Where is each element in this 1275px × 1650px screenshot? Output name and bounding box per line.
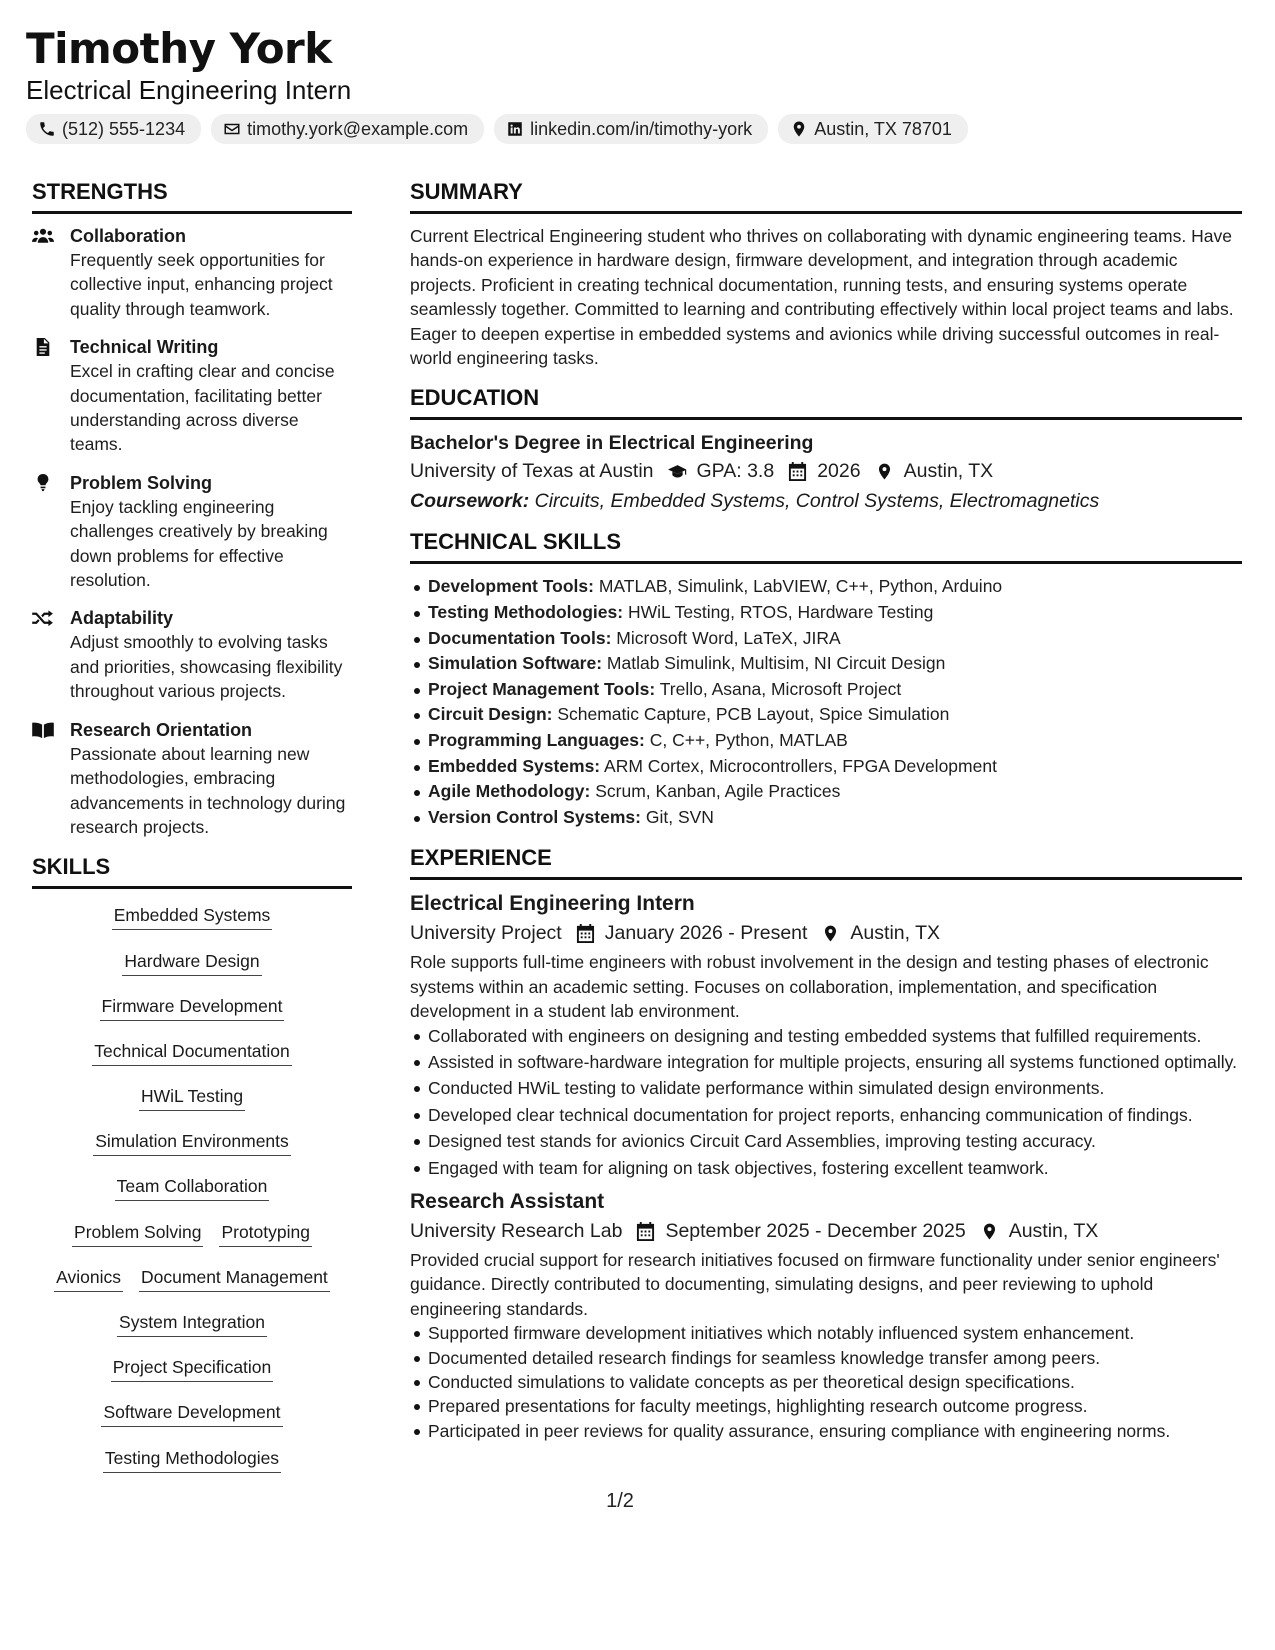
list-item [410,677,1242,703]
skill-tag: Embedded Systems [112,899,273,930]
strength-title: Research Orientation [70,719,253,740]
map-pin-icon [875,462,894,481]
strength-title: Adaptability [70,608,174,629]
contact-bar [26,114,1246,144]
calendar-icon [576,924,595,943]
list-item [410,779,1242,805]
lightbulb-icon [32,474,54,492]
education-coursework [410,486,1242,516]
list-item: Collaborated with engineers on designing and testing embedded systems that fulfilled requirements. [410,1024,1242,1048]
tech-skill-label: Version Control Systems: [428,806,641,827]
job-meta [410,918,1242,948]
tech-skill-value: Schematic Capture, PCB Layout, Spice Simulation [557,704,950,725]
job-title: Electrical Engineering Intern [410,892,695,916]
tech-skill-label: Project Management Tools: [428,678,656,699]
list-item: Designed test stands for avionics Circuit Card Assemblies, improving testing accuracy. [410,1129,1242,1153]
tech-skill-value: Trello, Asana, Microsoft Project [659,678,902,699]
calendar-icon [788,462,807,481]
tech-skill-label: Embedded Systems: [428,755,601,776]
strength-title: Collaboration [70,226,186,246]
right-column [410,178,1242,1443]
job-bullets [410,1321,1242,1443]
education-location: Austin, TX [903,460,994,483]
skill-tag: Hardware Design [122,945,261,976]
technical-skills-heading: TECHNICAL SKILLS [410,528,1242,564]
skill-tag: Problem Solving [72,1216,203,1247]
skill-tag: Software Development [101,1396,282,1427]
list-item [410,626,1242,652]
list-item: Conducted HWiL testing to validate performance within simulated design environments. [410,1076,1242,1100]
education-degree: Bachelor's Degree in Electrical Engineering [410,432,814,455]
job-location: Austin, TX [1008,1220,1099,1243]
candidate-name: Timothy York [26,24,332,73]
education-year: 2026 [817,460,861,483]
resume-header [26,22,1246,144]
skill-tag: Firmware Development [100,990,285,1021]
tech-skill-value: ARM Cortex, Microcontrollers, FPGA Development [604,755,997,776]
tech-skill-value: Scrum, Kanban, Agile Practices [595,781,841,802]
skill-tag: Team Collaboration [115,1170,270,1201]
skill-tag: HWiL Testing [139,1080,245,1111]
skills-list [32,899,352,1486]
contact-phone-text: (512) 555-1234 [62,118,186,139]
strengths-heading: STRENGTHS [32,178,352,214]
experience-entry [410,890,1242,1180]
list-item [410,805,1242,831]
education-school: University of Texas at Austin [410,460,654,483]
tech-skill-value: Matlab Simulink, Multisim, NI Circuit Design [606,653,946,674]
strength-desc: Excel in crafting clear and concise documentation, facilitating better understanding across diverse teams. [70,361,335,455]
education-heading: EDUCATION [410,384,1242,420]
experience-entry [410,1188,1242,1443]
contact-linkedin[interactable] [494,114,768,144]
experience-heading: EXPERIENCE [410,844,1242,880]
list-item: Assisted in software-hardware integration for multiple projects, ensuring all systems functioned optimally. [410,1050,1242,1074]
list-item [410,574,1242,600]
tech-skill-value: MATLAB, Simulink, LabVIEW, C++, Python, Arduino [598,576,1003,597]
job-dates: January 2026 - Present [604,922,808,945]
tech-skill-label: Programming Languages: [428,730,645,750]
contact-email[interactable] [211,114,484,144]
contact-location-text: Austin, TX 78701 [814,118,952,139]
list-item [410,728,1242,754]
contact-linkedin-text: linkedin.com/in/timothy-york [530,118,753,139]
coursework-label: Coursework: [410,490,530,513]
strength-desc: Passionate about learning new methodologies, embracing advancements in technology during research projects. [70,743,346,837]
job-org: University Research Lab [410,1220,623,1243]
strength-title: Technical Writing [70,337,219,358]
page-number: 1/2 [606,1490,634,1512]
job-meta [410,1216,1242,1246]
skill-tag: Document Management [139,1261,330,1292]
skill-tag: System Integration [117,1306,267,1337]
list-item [410,702,1242,728]
skills-heading: SKILLS [32,853,352,889]
tech-skill-value: Microsoft Word, LaTeX, JIRA [616,627,841,648]
skill-tag: Prototyping [219,1216,312,1247]
graduation-cap-icon [668,462,687,481]
list-item: Engaged with team for aligning on task objectives, fostering excellent teamwork. [410,1156,1242,1180]
list-item: Participated in peer reviews for quality assurance, ensuring compliance with engineering norms. [410,1419,1242,1443]
book-icon [32,721,54,739]
job-description: Provided crucial support for research initiatives focused on firmware functionality under senior engineers' guidance. Directly contributed to documenting, simulating designs, and peer reviewing to uphold engineering standards. [410,1250,1220,1319]
coursework-list: Circuits, Embedded Systems, Control Systems, Electromagnetics [534,490,1100,513]
list-item [410,651,1242,677]
linkedin-icon [506,120,524,138]
envelope-icon [223,120,241,138]
tech-skill-value: Git, SVN [645,806,714,827]
map-pin-icon [980,1222,999,1241]
strength-item [32,335,352,457]
list-item: Conducted simulations to validate concepts as per theoretical design specifications. [410,1370,1242,1394]
tech-skill-label: Agile Methodology: [428,781,591,802]
job-title: Research Assistant [410,1190,605,1214]
job-bullets [410,1024,1242,1180]
document-icon [32,338,54,356]
skill-tag: Testing Methodologies [103,1442,281,1473]
map-pin-icon [790,120,808,138]
phone-icon [38,120,56,138]
strength-item [32,471,352,593]
list-item: Prepared presentations for faculty meetings, highlighting research outcome progress. [410,1394,1242,1418]
calendar-icon [636,1222,655,1241]
strength-item [32,224,352,321]
strength-item [32,606,352,703]
strength-desc: Adjust smoothly to evolving tasks and priorities, showcasing flexibility throughout various projects. [70,632,343,702]
contact-email-text: timothy.york@example.com [247,118,469,139]
education-gpa: GPA: 3.8 [696,460,775,483]
skill-tag: Avionics [54,1261,123,1292]
tech-skill-label: Documentation Tools: [428,627,612,648]
tech-skill-value: C, C++, Python, MATLAB [649,730,848,750]
candidate-role: Electrical Engineering Intern [26,75,352,105]
users-icon [32,227,54,245]
skill-tag: Project Specification [111,1351,274,1382]
summary-text: Current Electrical Engineering student who thrives on collaborating with dynamic engineering teams. Have hands-on experience in hardware design, firmware development, and integration through academic projects. Proficient in creating technical documentation, running tests, and ensuring systems operate seamlessly together. Committed to learning and contributing effectively within local project teams and labs. Eager to deepen expertise in embedded systems and avionics while driving successful outcomes in real-world engineering tasks. [410,226,1234,369]
technical-skills-list [410,574,1242,830]
job-org: University Project [410,922,562,945]
strength-desc: Enjoy tackling engineering challenges creatively by breaking down problems for effective resolution. [70,496,328,591]
map-pin-icon [821,924,840,943]
education-meta [410,456,1242,486]
job-dates: September 2025 - December 2025 [665,1220,966,1243]
contact-location [778,114,968,144]
summary-heading: SUMMARY [410,178,1242,214]
list-item: Supported firmware development initiatives which notably influenced system enhancement. [410,1321,1242,1345]
strength-desc: Frequently seek opportunities for collective input, enhancing project quality through teamwork. [70,250,333,319]
skill-tag: Technical Documentation [92,1035,292,1066]
strength-title: Problem Solving [70,472,213,493]
contact-phone[interactable] [26,114,201,144]
left-column [32,178,352,1487]
tech-skill-label: Simulation Software: [428,653,603,674]
list-item: Documented detailed research findings for seamless knowledge transfer among peers. [410,1346,1242,1370]
strength-item [32,718,352,840]
tech-skill-label: Development Tools: [428,576,594,597]
list-item: Developed clear technical documentation for project reports, enhancing communication of findings. [410,1103,1242,1127]
list-item [410,754,1242,780]
job-location: Austin, TX [850,922,941,945]
shuffle-icon [32,609,54,627]
tech-skill-value: HWiL Testing, RTOS, Hardware Testing [627,602,934,623]
skill-tag: Simulation Environments [93,1125,291,1156]
job-description: Role supports full-time engineers with robust involvement in the design and testing phases of electronic systems within an academic setting. Focuses on collaboration, implementation, and specification development in a student lab environment. [410,952,1209,1022]
tech-skill-label: Testing Methodologies: [428,602,624,623]
tech-skill-label: Circuit Design: [428,704,553,725]
list-item [410,600,1242,626]
